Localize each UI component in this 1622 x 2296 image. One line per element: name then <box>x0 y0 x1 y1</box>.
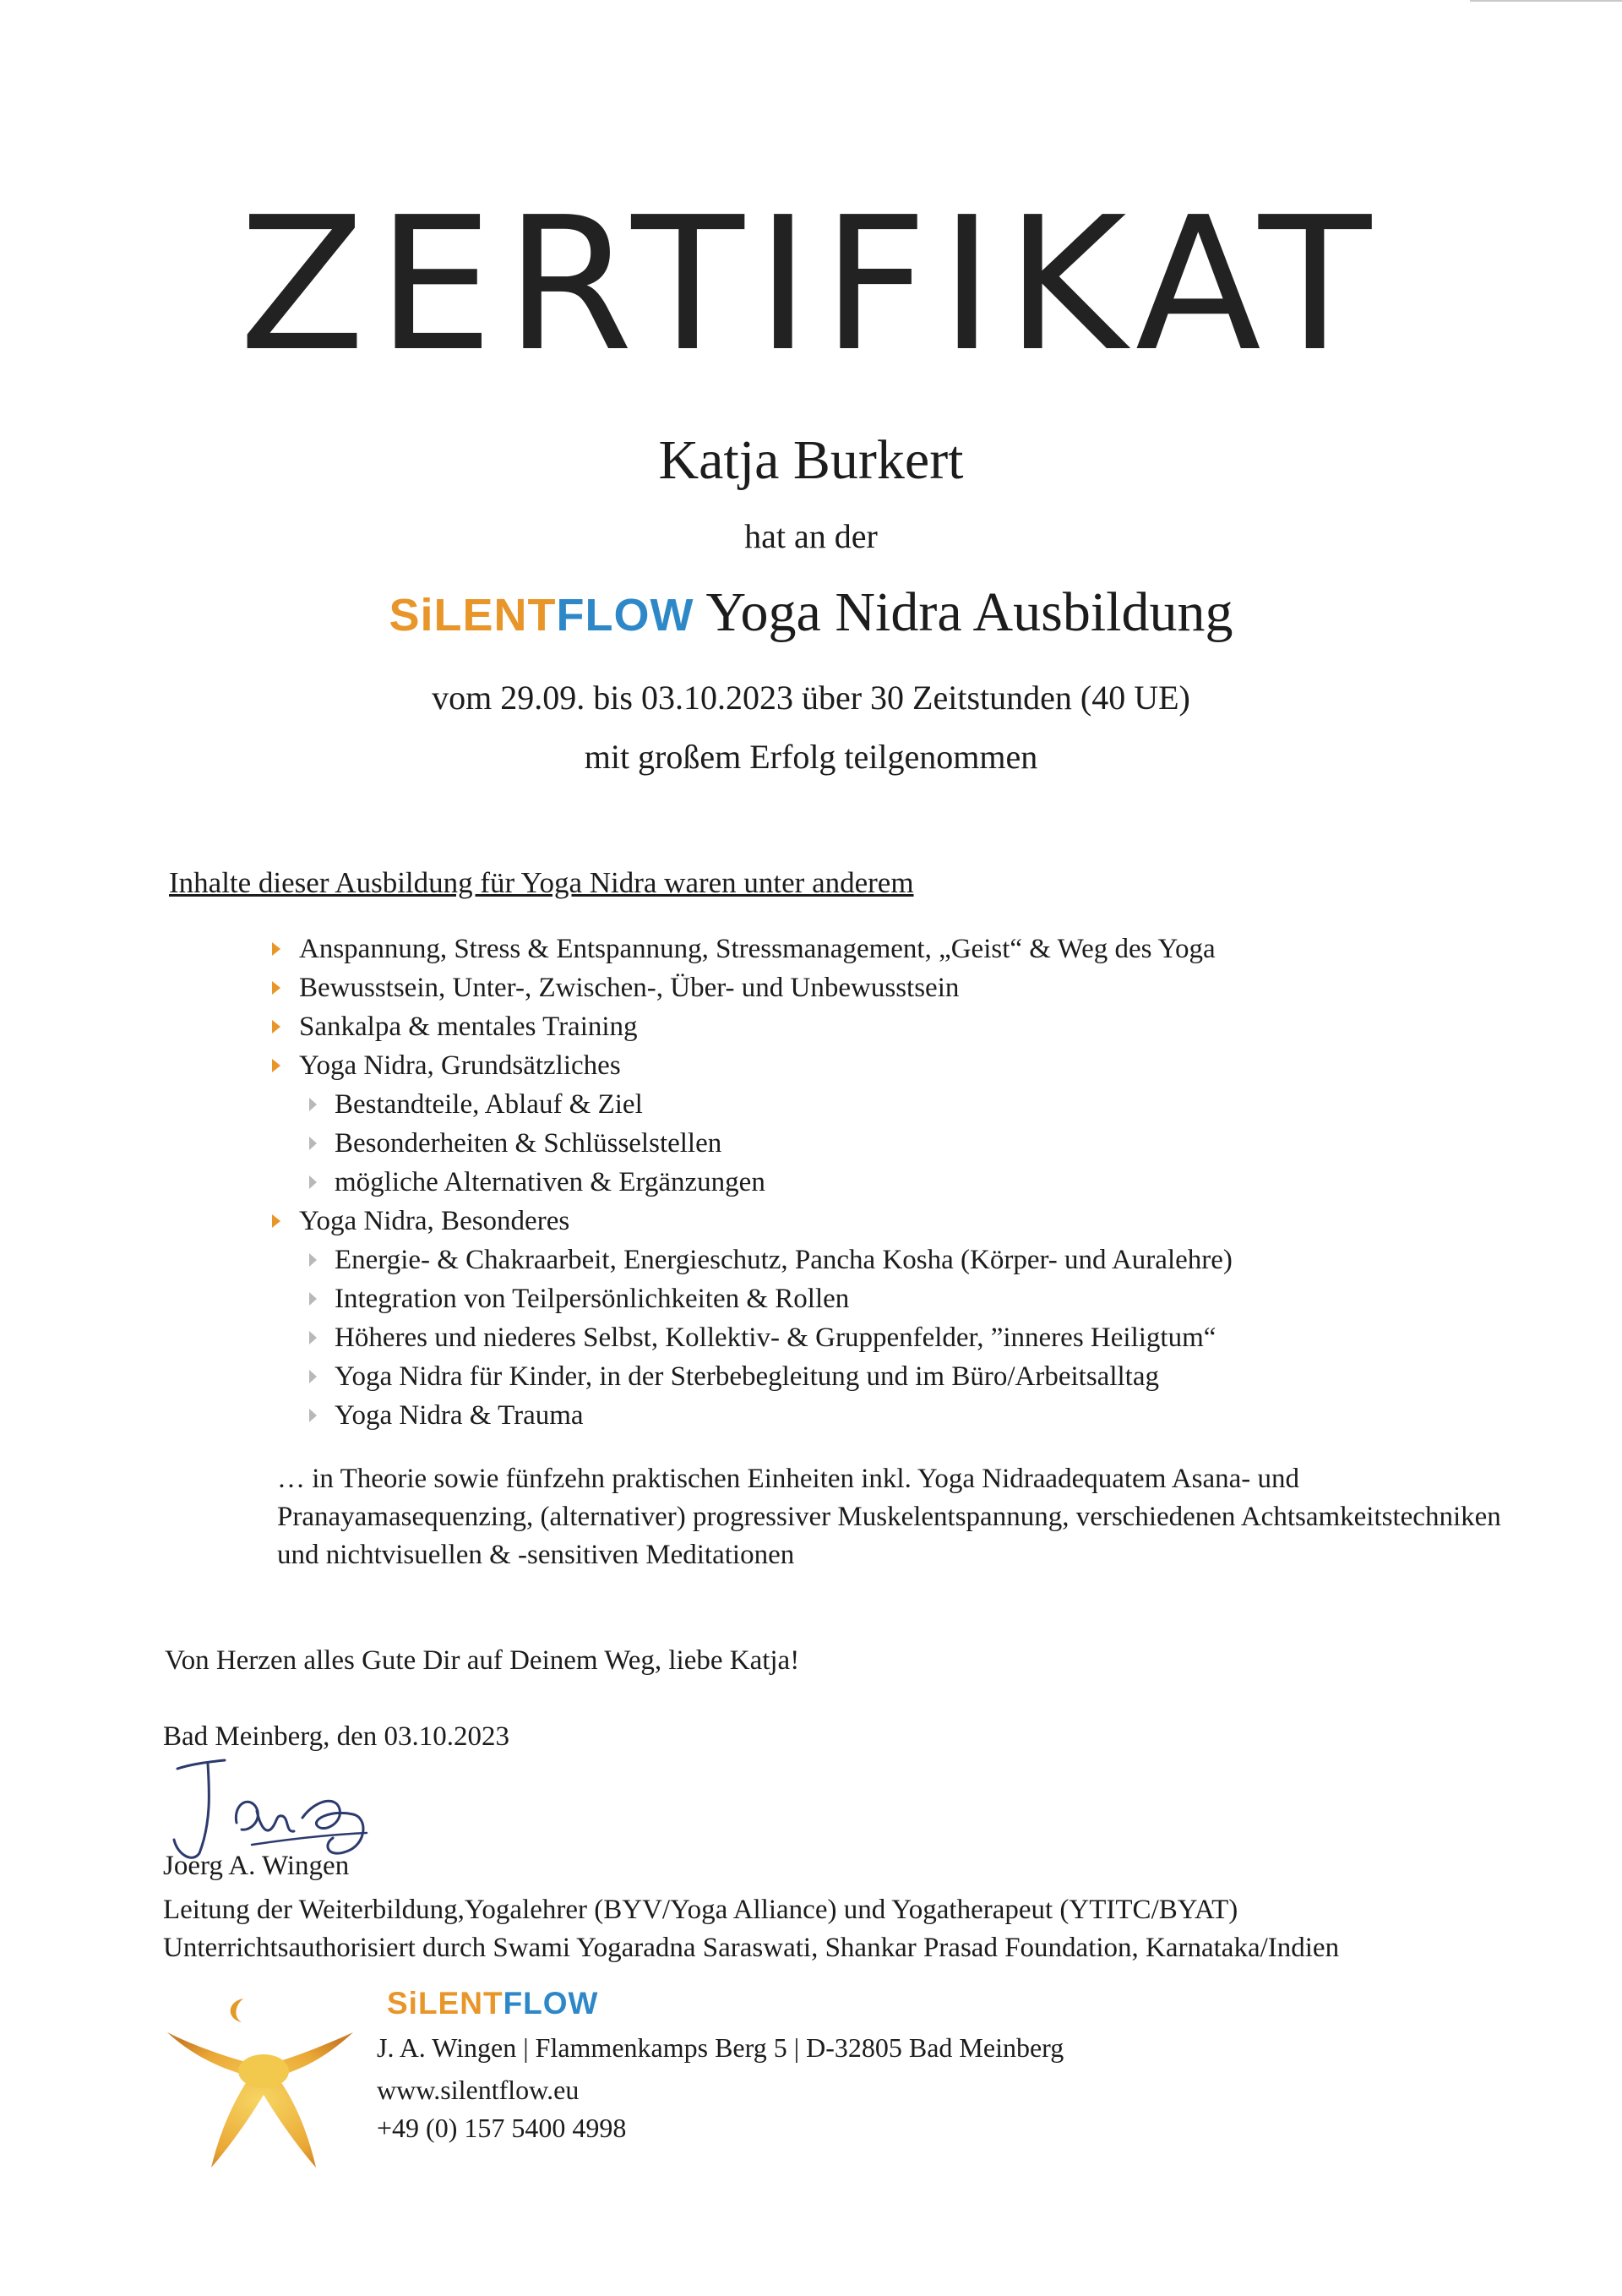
course-result: mit großem Erfolg teilgenommen <box>584 738 1038 776</box>
sub-bullet-arrow-icon <box>309 1370 317 1383</box>
topic-text: Sankalpa & mentales Training <box>299 1012 638 1042</box>
topic-text: Integration von Teilpersönlichkeiten & Rollen <box>335 1284 850 1314</box>
course-dates: vom 29.09. bis 03.10.2023 über 30 Zeitstunden (40 UE) <box>432 679 1190 717</box>
scan-edge-line <box>1470 0 1622 2</box>
topic-text: Yoga Nidra für Kinder, in der Sterbebegleitung und im Büro/Arbeitsalltag <box>335 1361 1159 1392</box>
subtopic-item <box>269 1085 1451 1124</box>
sub-bullet-arrow-icon <box>309 1331 317 1344</box>
signer-authorization: Unterrichtsauthorisiert durch Swami Yogaradna Saraswati, Shankar Prasad Foundation, Karnataka/Indien <box>163 1933 1340 1963</box>
subtopic-item <box>269 1163 1451 1202</box>
topic-text: mögliche Alternativen & Ergänzungen <box>335 1167 765 1197</box>
bullet-arrow-icon <box>272 981 280 995</box>
wishes-text: Von Herzen alles Gute Dir auf Deinem Weg, liebe Katja! <box>165 1645 800 1676</box>
brand-part-flow: FLOW <box>556 590 694 641</box>
brand-part-flow: FLOW <box>503 1986 599 2021</box>
bullet-arrow-icon <box>272 1214 280 1228</box>
subtopic-item <box>269 1318 1451 1357</box>
footer-phone: +49 (0) 157 5400 4998 <box>377 2113 627 2143</box>
bullet-arrow-icon <box>272 1059 280 1072</box>
brand-part-silent: SiLENT <box>387 1986 503 2021</box>
brand-wordmark <box>389 590 694 641</box>
topic-item <box>269 1202 1451 1241</box>
sub-bullet-arrow-icon <box>309 1253 317 1267</box>
subtopic-item <box>269 1357 1451 1396</box>
topics-heading: Inhalte dieser Ausbildung für Yoga Nidra waren unter anderem <box>169 866 914 899</box>
topic-text: Besonderheiten & Schlüsselstellen <box>335 1128 722 1159</box>
sub-bullet-arrow-icon <box>309 1137 317 1150</box>
bullet-arrow-icon <box>272 942 280 956</box>
topic-text: Anspannung, Stress & Entspannung, Stressmanagement, „Geist“ & Weg des Yoga <box>299 934 1216 964</box>
recipient-name: Katja Burkert <box>658 429 964 491</box>
sub-bullet-arrow-icon <box>309 1292 317 1306</box>
footer-website: www.silentflow.eu <box>377 2075 580 2105</box>
footer-address: J. A. Wingen | Flammenkamps Berg 5 | D-32805 Bad Meinberg <box>377 2032 1064 2063</box>
subtopic-item <box>269 1124 1451 1163</box>
brand-part-silent: SiLENT <box>389 590 557 641</box>
sub-bullet-arrow-icon <box>309 1175 317 1189</box>
topic-text: Energie- & Chakraarbeit, Energieschutz, Pancha Kosha (Körper- und Auralehre) <box>335 1245 1233 1275</box>
subtopic-item <box>269 1396 1451 1435</box>
topic-text: Yoga Nidra, Besonderes <box>299 1206 570 1236</box>
sub-bullet-arrow-icon <box>309 1098 317 1111</box>
topic-text: Yoga Nidra, Grundsätzliches <box>299 1050 621 1081</box>
topic-text: Bestandteile, Ablauf & Ziel <box>335 1089 643 1120</box>
place-date: Bad Meinberg, den 03.10.2023 <box>163 1721 510 1752</box>
course-title <box>0 579 1622 649</box>
silentflow-figure-logo-icon <box>159 1982 370 2176</box>
topic-item <box>269 930 1451 968</box>
signer-role: Leitung der Weiterbildung,Yogalehrer (BYV/Yoga Alliance) und Yogatherapeut (YTITC/BYAT) <box>163 1895 1238 1925</box>
subtopic-item <box>269 1279 1451 1318</box>
topic-item <box>269 1007 1451 1046</box>
signer-name: Joerg A. Wingen <box>163 1851 350 1881</box>
course-name: Yoga Nidra Ausbildung <box>705 581 1233 643</box>
bullet-arrow-icon <box>272 1020 280 1033</box>
topics-list <box>269 930 1451 1435</box>
topic-item <box>269 1046 1451 1085</box>
topic-item <box>269 968 1451 1007</box>
topic-text: Höheres und niederes Selbst, Kollektiv- & Gruppenfelder, ”inneres Heiligtum“ <box>335 1323 1216 1353</box>
sub-bullet-arrow-icon <box>309 1409 317 1422</box>
footer-brand-wordmark <box>387 1984 598 2023</box>
topic-text: Bewusstsein, Unter-, Zwischen-, Über- und Unbewusstsein <box>299 973 960 1003</box>
summary-paragraph: … in Theorie sowie fünfzehn praktischen Einheiten inkl. Yoga Nidraadequatem Asana- und Pranayamasequenzing, (alternativer) progressiver Muskelentspannung, verschiedenen Achtsamkeitstechniken und nichtvisuellen & -sensitiven Meditationen <box>277 1464 1501 1570</box>
certificate-title: ZERTIFIKAT <box>238 178 1384 392</box>
intro-text: hat an der <box>744 517 878 555</box>
topic-text: Yoga Nidra & Trauma <box>335 1400 584 1431</box>
subtopic-item <box>269 1241 1451 1279</box>
